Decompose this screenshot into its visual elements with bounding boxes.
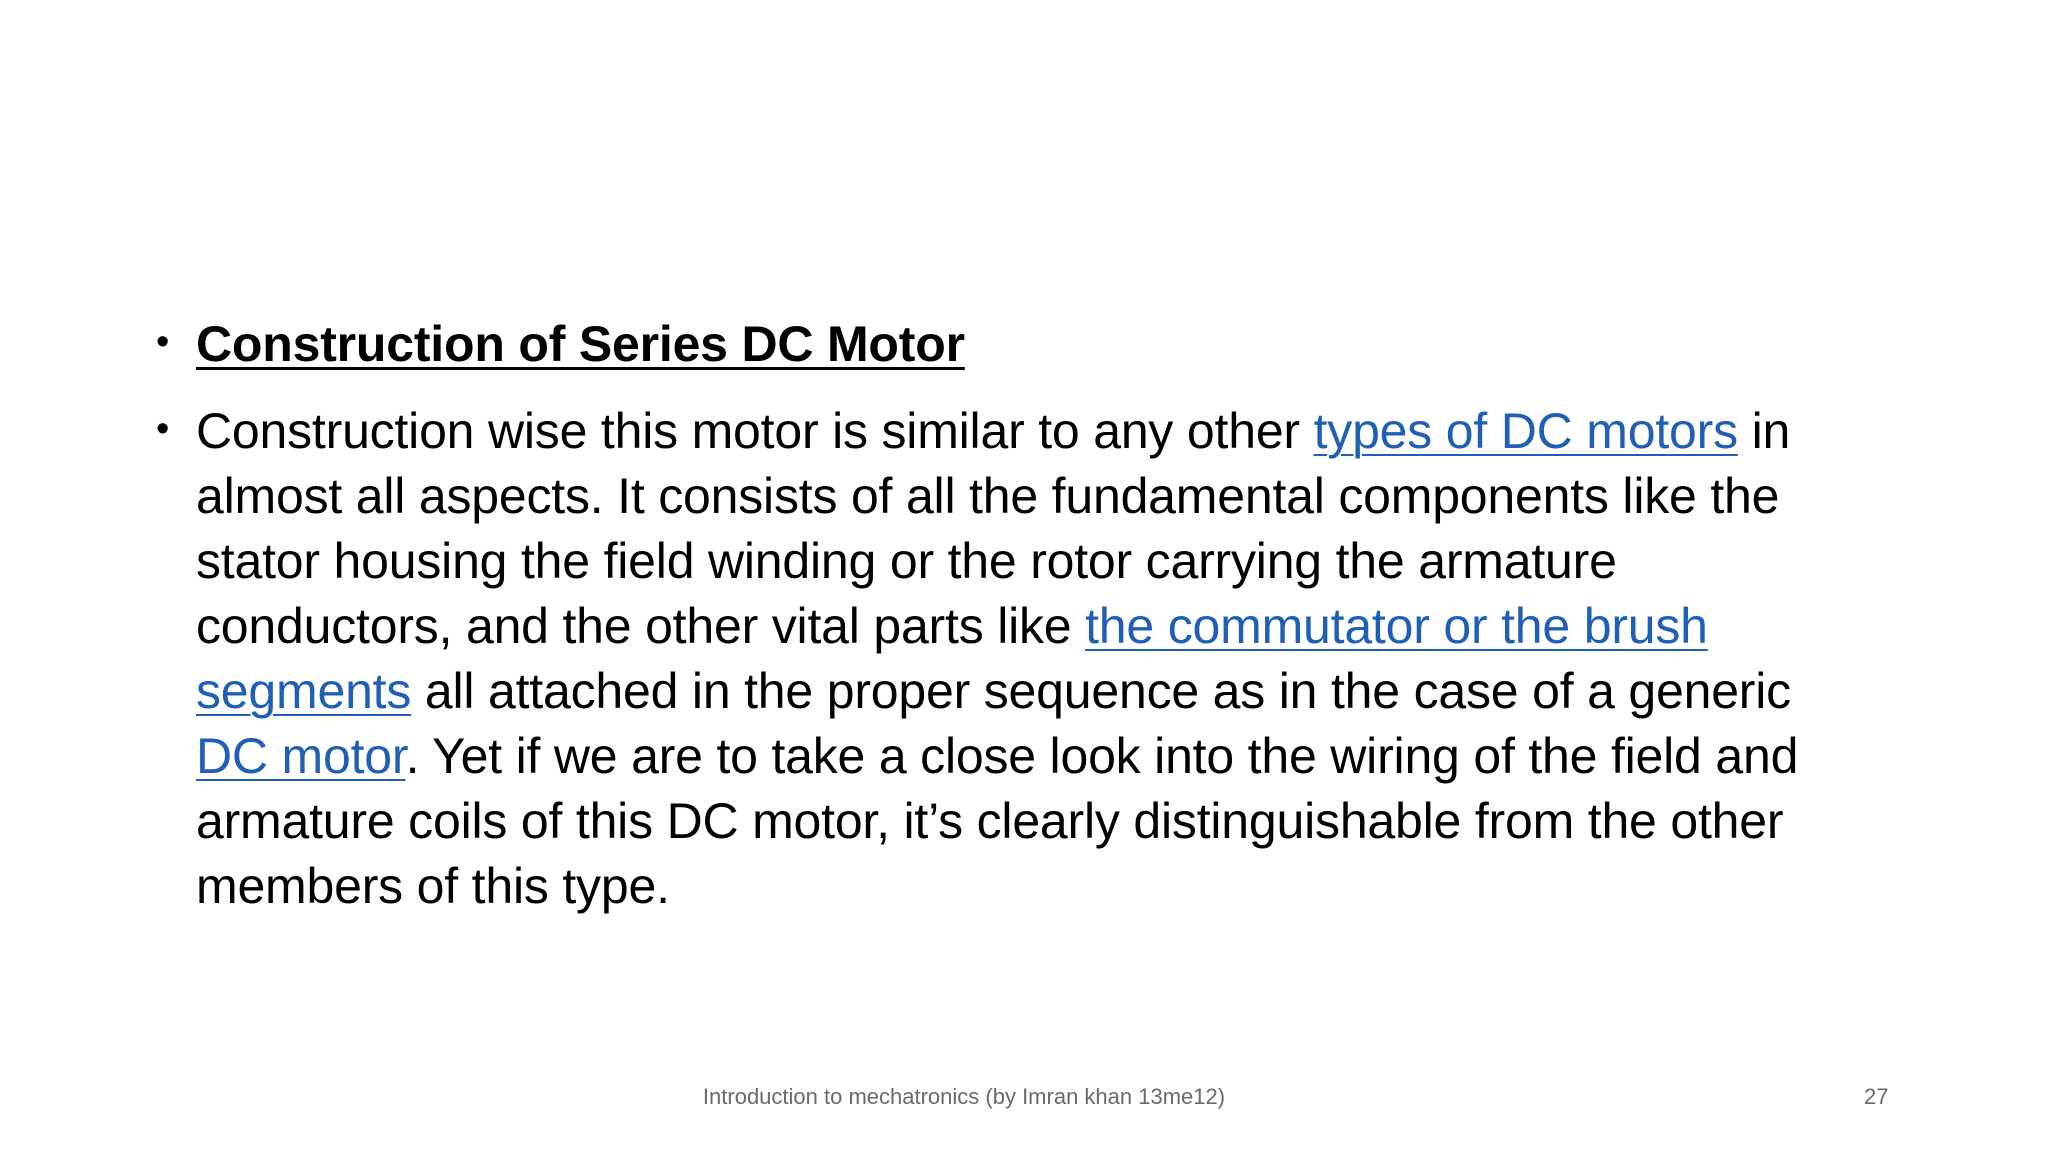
bullet-icon: • bbox=[156, 408, 170, 450]
paragraph-text: . Yet if we are to take a close look into the wiring of the field and armature coils of this DC motor, it’s clearly distinguishable from the other members of this type. bbox=[196, 728, 1799, 914]
link-dc-motor[interactable]: DC motor bbox=[196, 728, 406, 784]
section-heading: Construction of Series DC Motor bbox=[196, 316, 965, 372]
bullet-item-paragraph bbox=[150, 399, 1870, 919]
link-commutator-brush-segments[interactable]: the commutator or the brush segments bbox=[196, 598, 1708, 719]
bullet-item-heading bbox=[150, 312, 1870, 377]
link-types-of-dc-motors[interactable]: types of DC motors bbox=[1313, 403, 1738, 459]
slide-body bbox=[150, 312, 1870, 919]
bullet-icon: • bbox=[156, 321, 170, 363]
footer-title: Introduction to mechatronics (by Imran khan 13me12) bbox=[702, 1084, 1226, 1109]
paragraph-text: all attached in the proper sequence as in the case of a generic bbox=[411, 663, 1791, 719]
paragraph-text: Construction wise this motor is similar to any other bbox=[196, 403, 1314, 459]
page-number: 27 bbox=[1864, 1084, 1889, 1109]
paragraph-text: in almost all aspects. It consists of all the fundamental components like the stator housing the field winding or the rotor carrying the armature conductors, and the other vital parts like bbox=[196, 403, 1791, 654]
